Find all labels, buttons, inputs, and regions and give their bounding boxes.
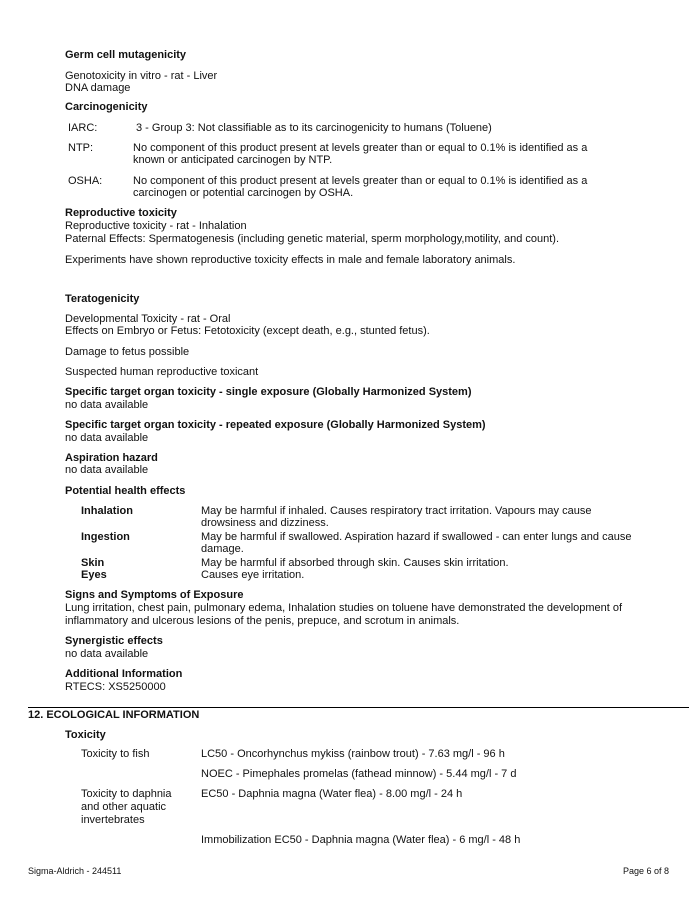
ntp-line-1: No component of this product present at levels greater than or equal to 0.1% is identified as a (133, 142, 588, 154)
section-12-title: 12. ECOLOGICAL INFORMATION (28, 709, 200, 721)
health-effects-heading: Potential health effects (65, 485, 186, 497)
stot-repeat-text: no data available (65, 432, 149, 444)
health-label-skin: Skin (81, 557, 105, 569)
synergistic-text: no data available (65, 648, 149, 660)
terato-line-4: Suspected human reproductive toxicant (65, 366, 259, 378)
footer-page-number: Page 6 of 8 (622, 866, 669, 876)
repro-line-1: Reproductive toxicity - rat - Inhalation (65, 220, 247, 232)
additional-text: RTECS: XS5250000 (65, 681, 166, 693)
daphnia-value-2: Immobilization EC50 - Daphnia magna (Water flea) - 6 mg/l - 48 h (201, 834, 521, 846)
germ-heading: Germ cell mutagenicity (65, 49, 187, 61)
ntp-line-2: known or anticipated carcinogen by NTP. (133, 154, 333, 166)
stot-single-text: no data available (65, 399, 149, 411)
daphnia-value-1: EC50 - Daphnia magna (Water flea) - 8.00 mg/l - 24 h (201, 788, 463, 800)
health-label-inhalation: Inhalation (81, 505, 133, 517)
fish-value-2: NOEC - Pimephales promelas (fathead minnow) - 5.44 mg/l - 7 d (201, 768, 517, 780)
germ-line-1: Genotoxicity in vitro - rat - Liver (65, 70, 218, 82)
fish-value-1: LC50 - Oncorhynchus mykiss (rainbow trout) - 7.63 mg/l - 96 h (201, 748, 505, 760)
footer-product-id: Sigma-Aldrich - 244511 (28, 866, 122, 876)
daphnia-label-2: and other aquatic (81, 801, 167, 813)
iarc-label: IARC: (68, 122, 98, 134)
signs-line-1: Lung irritation, chest pain, pulmonary edema, Inhalation studies on toluene have demonstrated the development of (65, 602, 623, 614)
health-skin-line-1: May be harmful if absorbed through skin. Causes skin irritation. (201, 557, 509, 569)
daphnia-label-3: invertebrates (81, 814, 145, 826)
osha-line-1: No component of this product present at levels greater than or equal to 0.1% is identified as a (133, 175, 588, 187)
signs-line-2: inflammatory and ulcerous lesions of the penis, prepuce, and scrotum in animals. (65, 615, 460, 627)
health-label-eyes: Eyes (81, 569, 107, 581)
signs-heading: Signs and Symptoms of Exposure (65, 589, 244, 601)
osha-label: OSHA: (68, 175, 103, 187)
synergistic-heading: Synergistic effects (65, 635, 163, 647)
stot-single-heading: Specific target organ toxicity - single exposure (Globally Harmonized System) (65, 386, 472, 398)
reproductive-heading: Reproductive toxicity (65, 207, 177, 219)
additional-heading: Additional Information (65, 668, 183, 680)
terato-line-2: Effects on Embryo or Fetus: Fetotoxicity (except death, e.g., stunted fetus). (65, 325, 430, 337)
osha-line-2: carcinogen or potential carcinogen by OSHA. (133, 187, 354, 199)
daphnia-label-1: Toxicity to daphnia (81, 788, 172, 800)
terato-line-1: Developmental Toxicity - rat - Oral (65, 313, 231, 325)
health-inhalation-line-1: May be harmful if inhaled. Causes respiratory tract irritation. Vapours may cause (201, 505, 592, 517)
teratogenicity-heading: Teratogenicity (65, 293, 140, 305)
health-label-ingestion: Ingestion (81, 531, 130, 543)
repro-line-3: Experiments have shown reproductive toxicity effects in male and female laboratory animals. (65, 254, 516, 266)
germ-line-2: DNA damage (65, 82, 131, 94)
section-divider (28, 707, 689, 708)
carcinogenicity-heading: Carcinogenicity (65, 101, 148, 113)
repro-line-2: Paternal Effects: Spermatogenesis (including genetic material, sperm morphology,motility, and count). (65, 233, 560, 245)
health-inhalation-line-2: drowsiness and dizziness. (201, 517, 329, 529)
iarc-text: 3 - Group 3: Not classifiable as to its carcinogenicity to humans (Toluene) (136, 122, 492, 134)
health-eyes-line-1: Causes eye irritation. (201, 569, 305, 581)
health-ingestion-line-2: damage. (201, 543, 244, 555)
stot-repeat-heading: Specific target organ toxicity - repeated exposure (Globally Harmonized System) (65, 419, 486, 431)
health-ingestion-line-1: May be harmful if swallowed. Aspiration hazard if swallowed - can enter lungs and cause (201, 531, 632, 543)
fish-label: Toxicity to fish (81, 748, 150, 760)
aspiration-heading: Aspiration hazard (65, 452, 158, 464)
aspiration-text: no data available (65, 464, 149, 476)
toxicity-heading: Toxicity (65, 729, 106, 741)
terato-line-3: Damage to fetus possible (65, 346, 190, 358)
ntp-label: NTP: (68, 142, 94, 154)
